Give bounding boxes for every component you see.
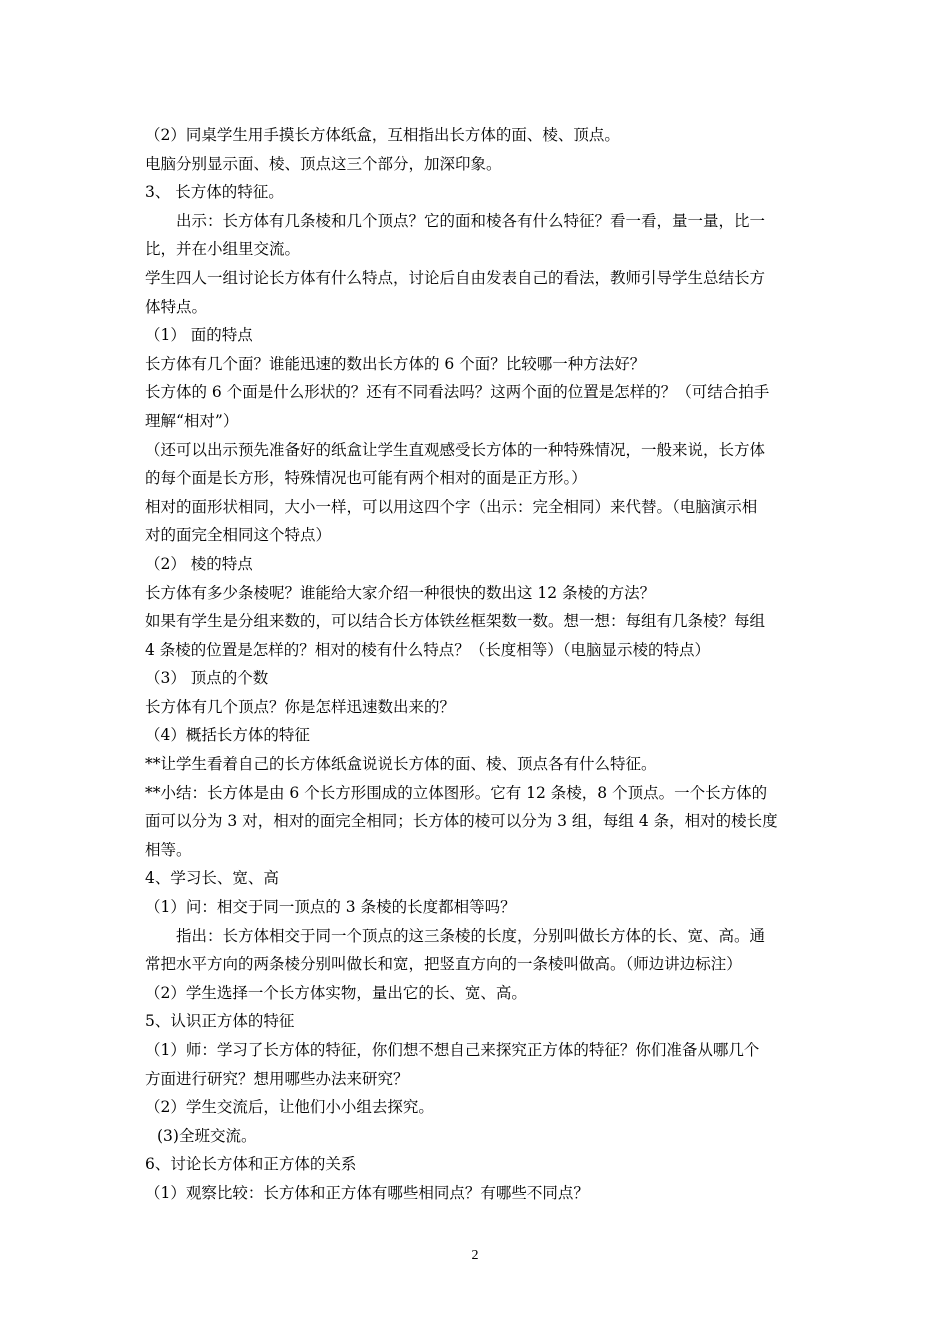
text-line: （还可以出示预先准备好的纸盒让学生直观感受长方体的一种特殊情况，一般来说，长方体 (145, 440, 766, 459)
text-line: （1）观察比较：长方体和正方体有哪些相同点？有哪些不同点？ (145, 1183, 589, 1202)
text-line: 出示：长方体有几条棱和几个顶点？它的面和棱各有什么特征？看一看，量一量，比一 (176, 211, 766, 230)
text-line: 相等。 (145, 840, 192, 859)
text-line: 6、讨论长方体和正方体的关系 (145, 1155, 357, 1174)
text-line: 常把水平方向的两条棱分别叫做长和宽，把竖直方向的一条棱叫做高。（师边讲边标注） (145, 955, 742, 974)
page-number: 2 (471, 1248, 479, 1263)
text-line: 面可以分为 3 对，相对的面完全相同；长方体的棱可以分为 3 组，每组 4 条，相对的棱长度 (145, 812, 778, 831)
text-line: 对的面完全相同这个特点） (145, 526, 332, 545)
text-line: 体特点。 (145, 297, 208, 316)
text-line: （2）学生交流后，让他们小小组去探究。 (145, 1098, 434, 1117)
text-line: 的每个面是长方形，特殊情况也可能有两个相对的面是正方形。） (145, 469, 587, 488)
text-line: **小结：长方体是由 6 个长方形围成的立体图形。它有 12 条棱，8 个顶点。一个长方体的 (145, 783, 768, 802)
text-line: 指出：长方体相交于同一个顶点的这三条棱的长度，分别叫做长方体的长、宽、高。通 (176, 926, 766, 945)
text-line: **让学生看着自己的长方体纸盒说说长方体的面、棱、顶点各有什么特征。 (145, 755, 657, 774)
text-line: （1）问：相交于同一顶点的 3 条棱的长度都相等吗？ (145, 898, 516, 917)
text-line: （2）同桌学生用手摸长方体纸盒，互相指出长方体的面、棱、顶点。 (145, 126, 620, 144)
text-line: 如果有学生是分组来数的，可以结合长方体铁丝框架数一数。想一想：每组有几条棱？每组 (145, 612, 766, 631)
text-line: 方面进行研究？想用哪些办法来研究？ (145, 1069, 409, 1088)
text-line: （2）学生选择一个长方体实物，量出它的长、宽、高。 (145, 983, 527, 1002)
text-line: 4、学习长、宽、高 (145, 869, 279, 888)
text-line: 学生四人一组讨论长方体有什么特点，讨论后自由发表自己的看法，教师引导学生总结长方 (145, 268, 766, 287)
text-line: （2） 棱的特点 (145, 554, 253, 573)
text-line: 长方体有多少条棱呢？谁能给大家介绍一种很快的数出这 12 条棱的方法？ (145, 583, 656, 602)
text-line: 比，并在小组里交流。 (145, 240, 301, 259)
text-line: 理解“相对”） (145, 411, 239, 430)
text-line: 长方体有几个面？谁能迅速的数出长方体的 6 个面？比较哪一种方法好？ (145, 354, 646, 373)
text-line: 5、认识正方体的特征 (145, 1012, 295, 1031)
text-line: (3)全班交流。 (157, 1126, 257, 1145)
text-line: 长方体有几个顶点？你是怎样迅速数出来的？ (145, 697, 456, 716)
text-line: 4 条棱的位置是怎样的？相对的棱有什么特点？（长度相等）（电脑显示棱的特点） (145, 640, 711, 659)
text-line: 3、 长方体的特征。 (145, 183, 284, 202)
text-line: 长方体的 6 个面是什么形状的？还有不同看法吗？这两个面的位置是怎样的？（可结合拍手 (145, 383, 770, 402)
text-line: 相对的面形状相同，大小一样，可以用这四个字（出示：完全相同）来代替。（电脑演示相 (145, 497, 758, 516)
document-body (145, 121, 810, 1208)
text-line: （1）师：学习了长方体的特征，你们想不想自己来探究正方体的特征？你们准备从哪几个 (145, 1041, 760, 1059)
text-line: （3） 顶点的个数 (145, 669, 269, 688)
text-line: （1） 面的特点 (145, 326, 253, 345)
text-line: （4）概括长方体的特征 (145, 726, 310, 745)
text-line: 电脑分别显示面、棱、顶点这三个部分，加深印象。 (145, 154, 502, 173)
